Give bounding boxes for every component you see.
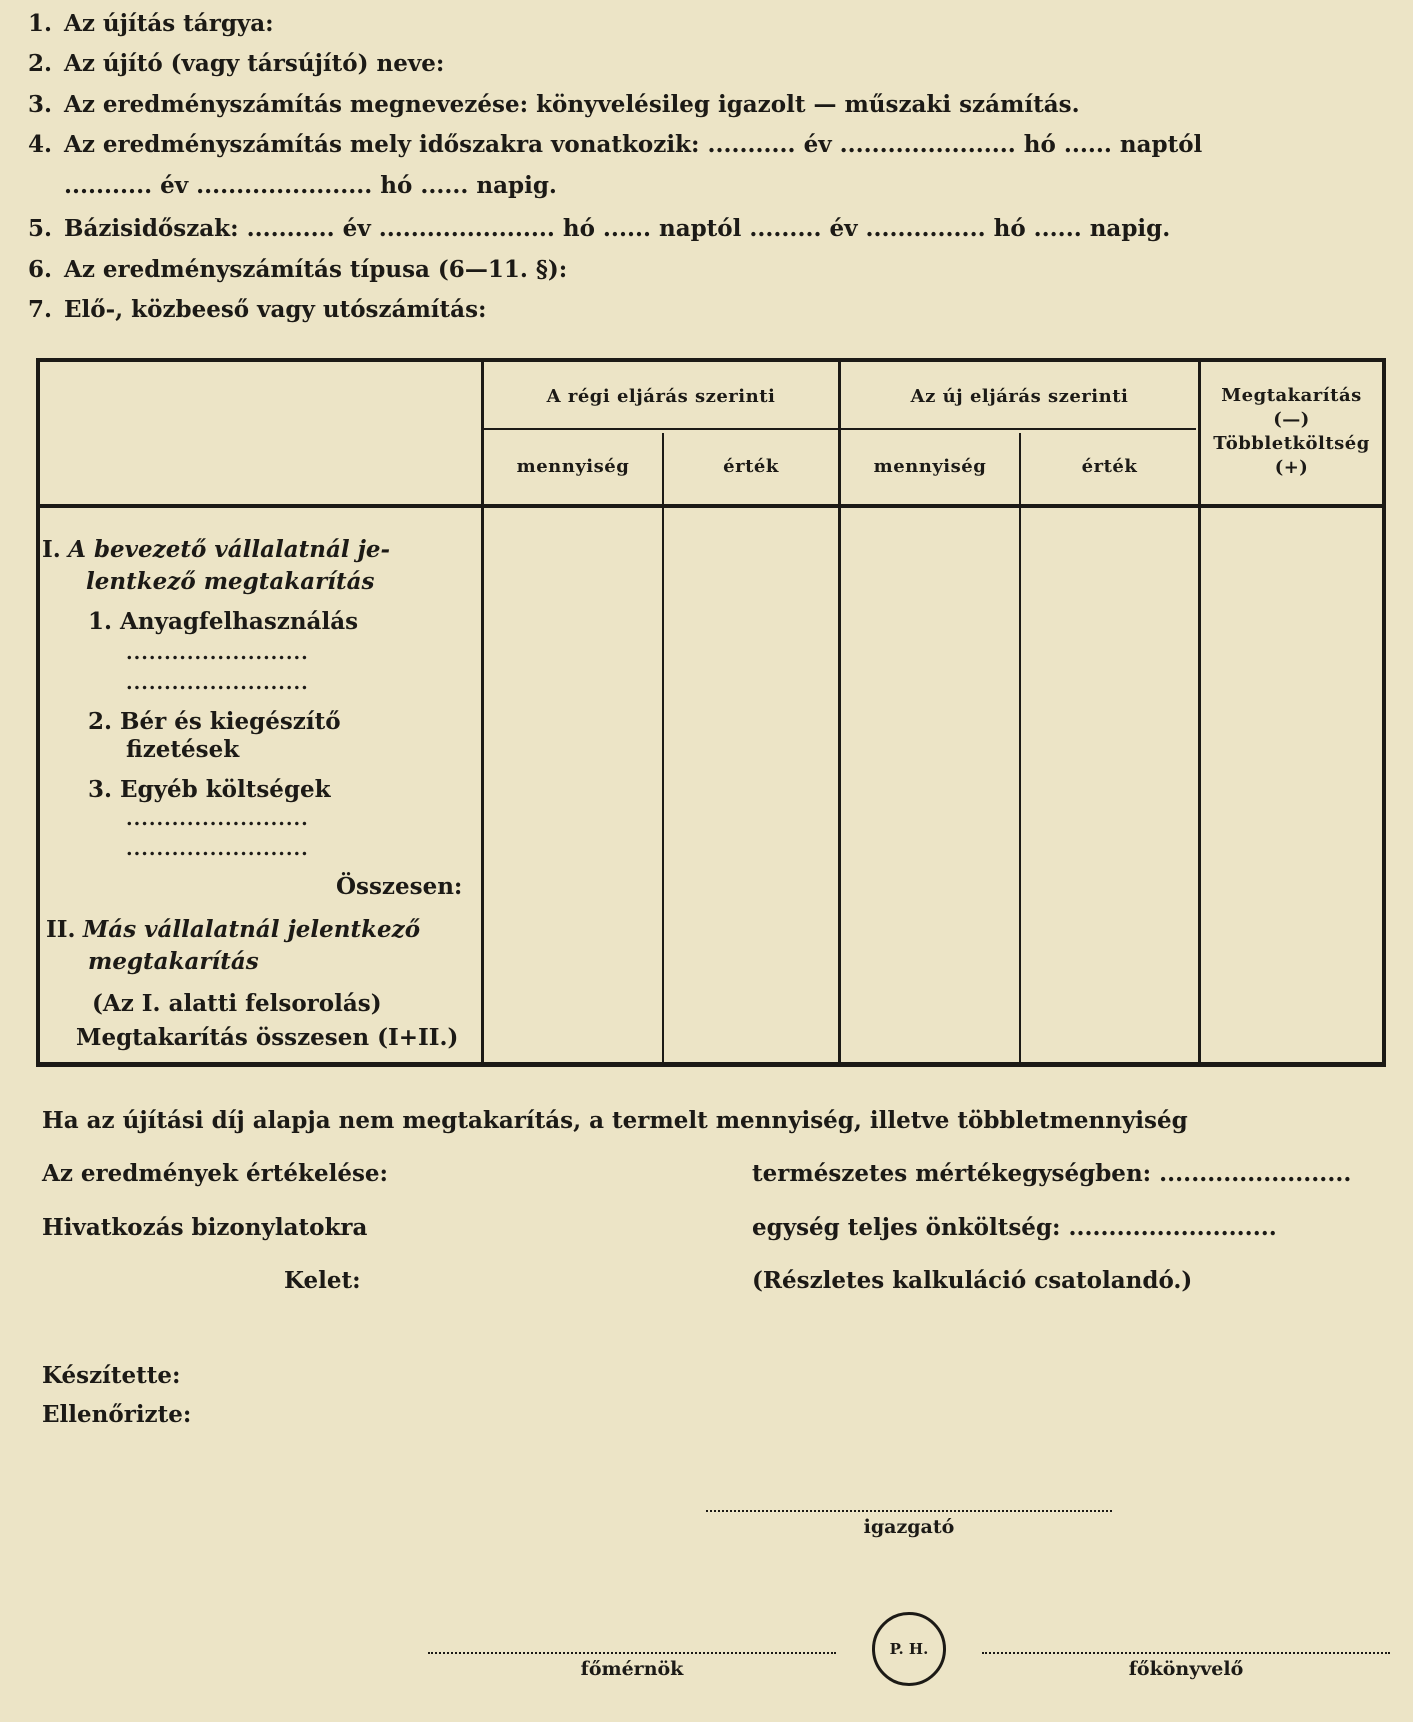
item-calculation-period: 4. Az eredményszámítás mely időszakra vonatkozik: ........... év ...................... hó ...... naptól — [28, 131, 1203, 158]
calculation-note: (Részletes kalkuláció csatolandó.) — [752, 1267, 1193, 1294]
checked-by-label: Ellenőrizte: — [42, 1401, 192, 1428]
row-wages-cont: fizetések — [126, 736, 240, 763]
natural-unit-field: természetes mértékegységben: ........................ — [752, 1160, 1352, 1187]
chief-accountant-signature-line — [982, 1652, 1390, 1654]
stamp-placeholder: P. H. — [872, 1612, 946, 1686]
row-blank-1: ........................ — [126, 642, 309, 664]
unit-cost-field: egység teljes önköltség: .......................... — [752, 1214, 1277, 1241]
section-2-title: II. Más vállalatnál jelentkező — [46, 916, 421, 943]
item-calculation-name: 3. Az eredményszámítás megnevezése: könyvelésileg igazolt — műszaki számítás. — [28, 91, 1080, 118]
table-right-border — [1382, 358, 1386, 1067]
row-other-costs: 3. Egyéb költségek — [88, 776, 331, 803]
section-1-title: I. A bevezető vállalatnál je- — [42, 536, 391, 563]
savings-table — [36, 358, 1386, 1068]
row-material-use: 1. Anyagfelhasználás — [88, 608, 359, 635]
chief-accountant-label: főkönyvelő — [1128, 1658, 1244, 1680]
item-calculation-period-end: ........... év ...................... hó ...... napig. — [64, 172, 557, 199]
table-left-border — [36, 358, 40, 1067]
item-innovator-name: 2. Az újító (vagy társújító) neve: — [28, 50, 445, 77]
chief-engineer-signature-line — [428, 1652, 836, 1654]
old-value-header: érték — [723, 456, 779, 477]
date-label: Kelet: — [284, 1267, 361, 1294]
group-old-underline — [483, 428, 840, 430]
director-signature-line — [706, 1510, 1112, 1512]
item-base-period: 5. Bázisidőszak: ........... év ...................... hó ...... naptól ......... év ............... hó ...... napig. — [28, 215, 1171, 242]
col-line-4 — [1019, 433, 1021, 1067]
section-1-title-cont: lentkező megtakarítás — [86, 568, 375, 595]
references-label: Hivatkozás bizonylatokra — [42, 1214, 368, 1241]
col-line-2 — [662, 433, 664, 1067]
prepared-by-label: Készítette: — [42, 1362, 181, 1389]
row-blank-4: ........................ — [126, 838, 309, 860]
row-wages: 2. Bér és kiegészítő — [88, 708, 341, 735]
chief-engineer-label: főmérnök — [580, 1658, 684, 1680]
row-grand-total: Megtakarítás összesen (I+II.) — [76, 1024, 459, 1051]
new-value-header: érték — [1081, 456, 1138, 477]
director-label: igazgató — [863, 1516, 955, 1538]
table-bottom-border — [36, 1062, 1386, 1067]
savings-header: Megtakarítás (—) Többletköltség (+) — [1213, 385, 1370, 478]
new-quantity-header: mennyiség — [873, 456, 987, 477]
item-calculation-stage: 7. Elő-, közbeeső vagy utószámítás: — [28, 296, 487, 323]
header-separator — [36, 504, 1386, 508]
item-subject: 1. Az újítás tárgya: — [28, 10, 274, 37]
row-section-2-note: (Az I. alatti felsorolás) — [92, 990, 382, 1017]
evaluation-label: Az eredmények értékelése: — [42, 1160, 389, 1187]
section-2-title-cont: megtakarítás — [88, 948, 259, 975]
group-old-header: A régi eljárás szerinti — [546, 386, 776, 407]
item-calculation-type: 6. Az eredményszámítás típusa (6—11. §): — [28, 256, 568, 283]
row-subtotal: Összesen: — [336, 873, 463, 900]
row-blank-2: ........................ — [126, 672, 309, 694]
group-new-header: Az új eljárás szerinti — [910, 386, 1129, 407]
group-new-underline — [840, 428, 1196, 430]
table-top-border — [36, 358, 1386, 362]
old-quantity-header: mennyiség — [516, 456, 630, 477]
row-blank-3: ........................ — [126, 808, 309, 830]
basis-note: Ha az újítási díj alapja nem megtakarítás, a termelt mennyiség, illetve többletmennyiség — [42, 1107, 1188, 1134]
